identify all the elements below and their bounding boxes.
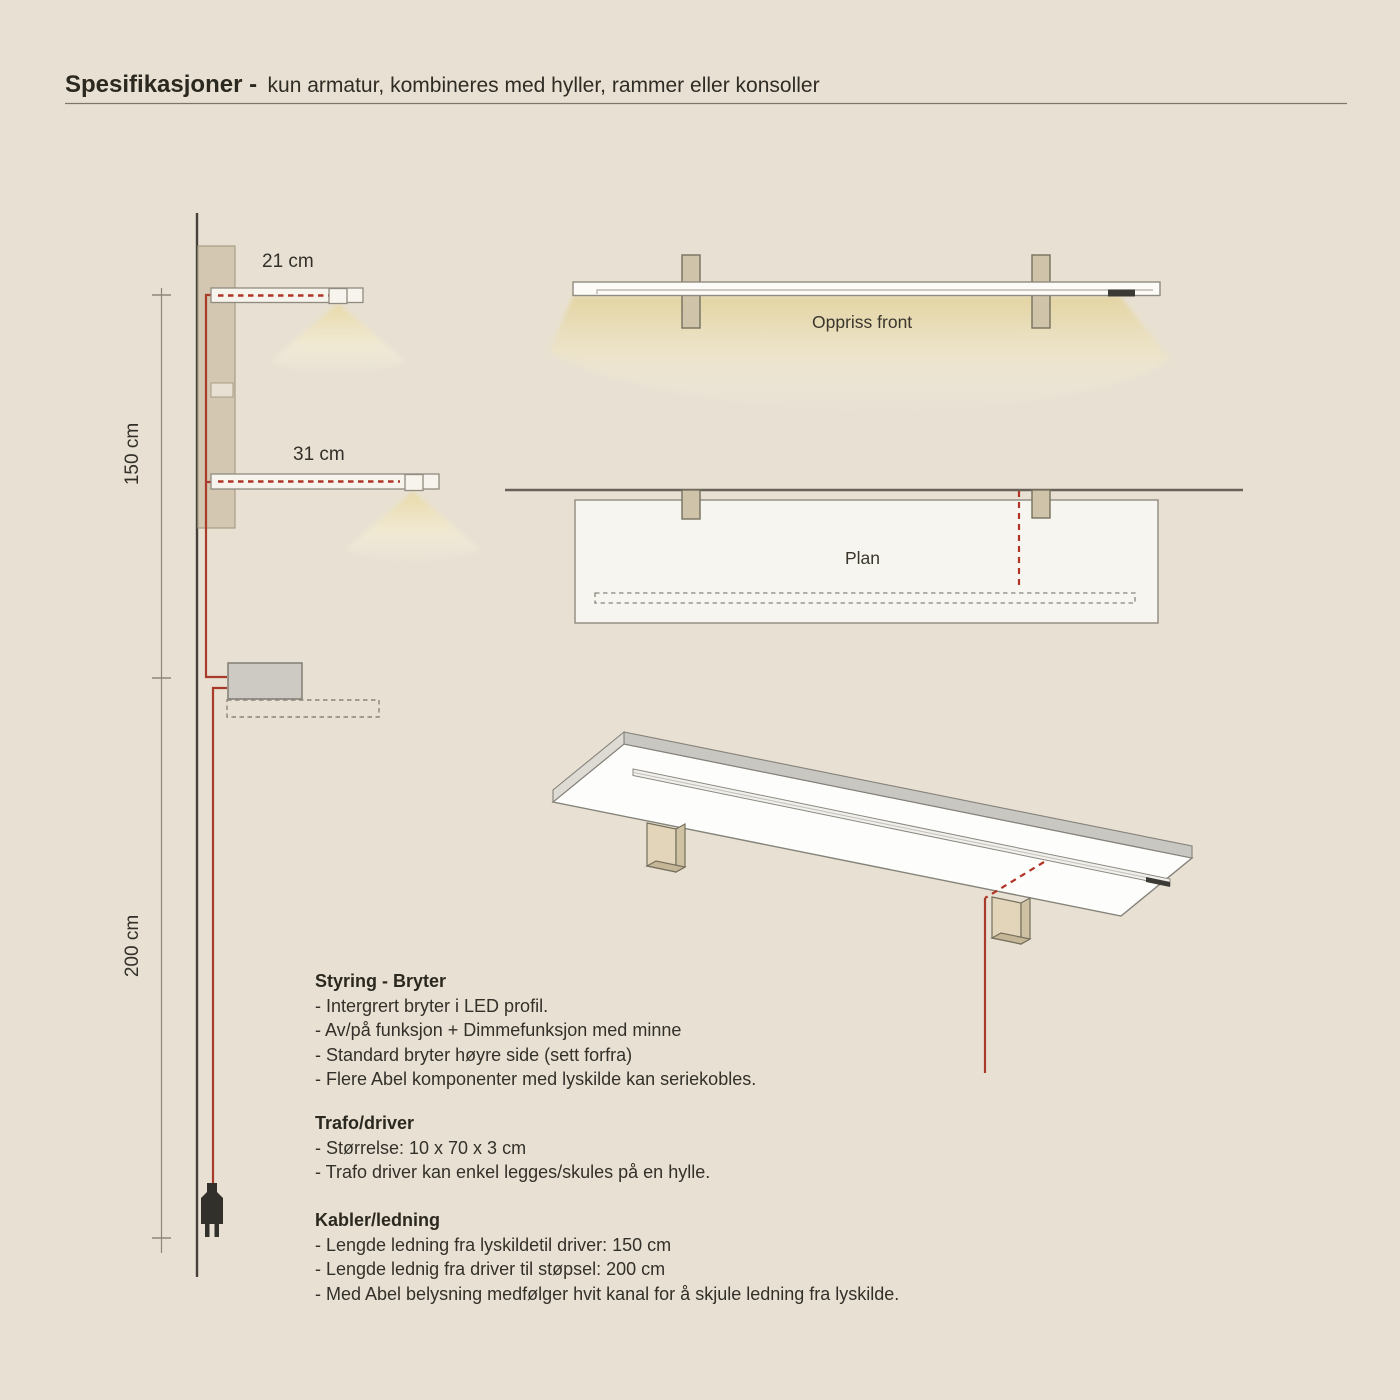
section-kabler-heading: Kabler/ledning [315, 1210, 441, 1230]
page-title [65, 71, 820, 99]
spec-line: - Lengde ledning fra lyskildetil driver: 150 cm [315, 1234, 672, 1255]
section-styring-heading: Styring - Bryter [315, 971, 447, 991]
spec-line: - Standard bryter høyre side (sett forfra) [315, 1044, 633, 1065]
section-styring [315, 969, 756, 1092]
page-title-subtitle: kun armatur, kombineres med hyller, rammer eller konsoller [267, 74, 820, 97]
spec-line: - Flere Abel komponenter med lyskilde kan seriekobles. [315, 1069, 757, 1089]
spec-line: - Av/på funksjon + Dimmefunksjon med minne [315, 1020, 682, 1040]
spec-line: - Intergrert bryter i LED profil. [315, 995, 549, 1016]
switch-31cm [405, 475, 423, 491]
bracket-3d-left [647, 823, 685, 872]
power-plug-icon [201, 1183, 223, 1237]
plan-bracket-left [682, 490, 700, 519]
section-kabler [315, 1208, 899, 1306]
switch-front [1108, 290, 1135, 297]
driver-box-alt-position-dashed [227, 700, 379, 717]
dim-label-21cm: 21 cm [262, 251, 314, 272]
page-title-bold: Spesifikasjoner - [65, 71, 258, 98]
light-cone-lower [345, 491, 481, 562]
dim-label-200cm: 200 cm [122, 914, 143, 978]
shelf-front [573, 282, 1160, 296]
dim-label-150cm: 150 cm [122, 422, 143, 486]
spec-line: - Med Abel belysning medfølger hvit kanal for å skjule ledning fra lyskilde. [315, 1283, 900, 1304]
section-trafo-heading: Trafo/driver [315, 1113, 415, 1133]
light-cone-upper [270, 303, 406, 374]
spec-line: - Trafo driver kan enkel legges/skules på en hylle. [315, 1162, 711, 1182]
dim-label-31cm: 31 cm [293, 444, 345, 465]
plan-bracket-right [1032, 490, 1050, 518]
spec-line: - Størrelse: 10 x 70 x 3 cm [315, 1137, 527, 1158]
spec-line: - Lengde lednig fra driver til støpsel: 200 cm [315, 1259, 666, 1279]
rail-notch [211, 383, 233, 397]
switch-21cm [329, 289, 347, 304]
plan-view-label: Plan [845, 548, 881, 568]
power-cord-lower [213, 688, 227, 1184]
bracket-3d-right [992, 897, 1030, 944]
front-view-label: Oppriss front [812, 312, 913, 332]
driver-box [228, 663, 302, 699]
section-trafo [315, 1111, 710, 1185]
